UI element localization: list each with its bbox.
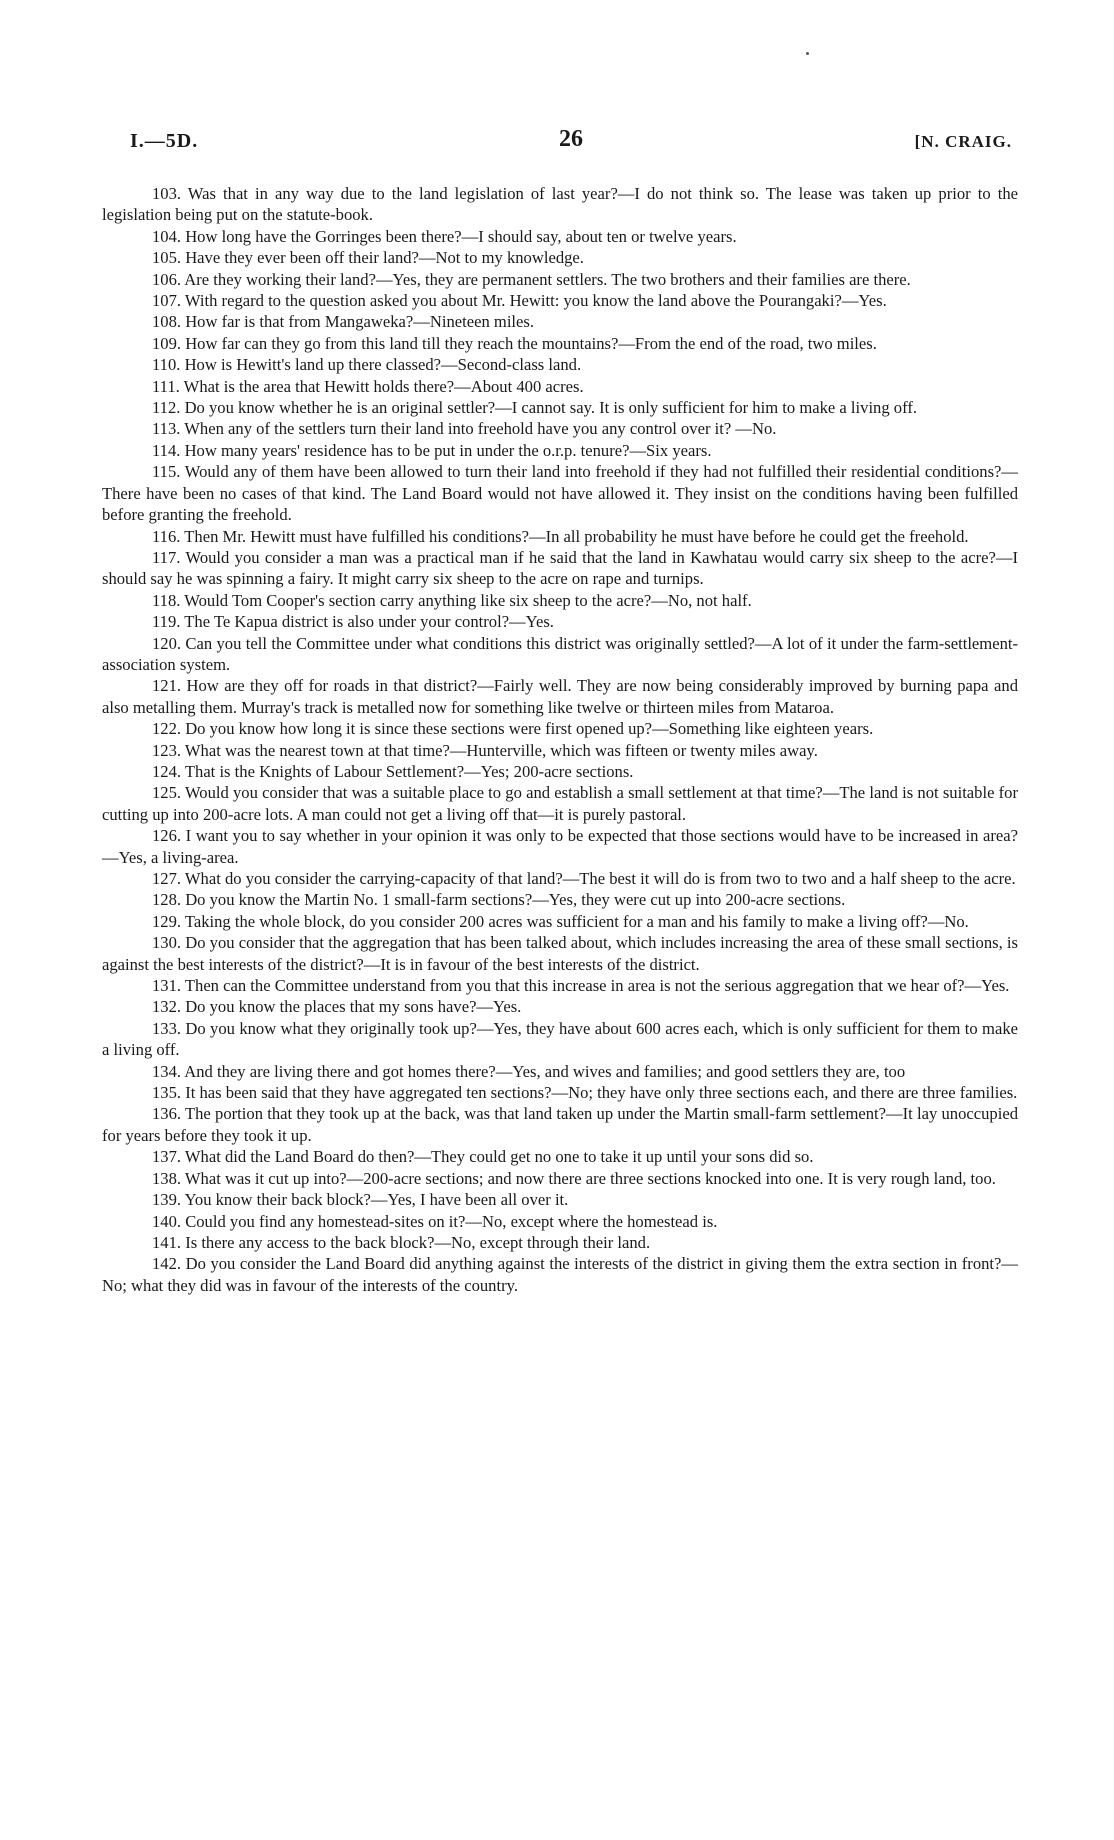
question-answer-paragraph: 140. Could you find any homestead-sites on it?—No, except where the homestead is. xyxy=(152,1211,718,1231)
question-answer-paragraph: 113. When any of the settlers turn their land into freehold have you any control over it? —No. xyxy=(152,419,777,439)
question-answer-paragraph: 127. What do you consider the carrying-capacity of that land?—The best it will do is from two to two and a half sheep to the acre. xyxy=(152,869,1016,888)
question-answer-paragraph: 110. How is Hewitt's land up there classed?—Second-class land. xyxy=(152,355,582,375)
ink-speck xyxy=(806,52,809,55)
question-answer-paragraph: 123. What was the nearest town at that time?—Hunterville, which was fifteen or twenty miles away. xyxy=(152,740,818,760)
question-answer-paragraph: 118. Would Tom Cooper's section carry anything like six sheep to the acre?—No, not half. xyxy=(152,590,752,610)
question-answer-paragraph: 116. Then Mr. Hewitt must have fulfilled his conditions?—In all probability he must have before he could get the freehold. xyxy=(152,526,969,546)
question-answer-paragraph: 126. I want you to say whether in your opinion it was only to be expected that those sections would have to be increased in area?—Yes, a living-area. xyxy=(102,826,1018,867)
question-answer-paragraph: 124. That is the Knights of Labour Settlement?—Yes; 200-acre sections. xyxy=(152,761,634,781)
question-answer-paragraph: 103. Was that in any way due to the land legislation of last year?—I do not think so. The lease was taken up prior to the legislation being put on the statute-book. xyxy=(102,184,1018,225)
question-answer-paragraph: 121. How are they off for roads in that district?—Fairly well. They are now being considerably improved by burning papa and also metalling them. Murray's track is metalled now for something like twelve or thirteen miles from Mataroa. xyxy=(102,676,1018,717)
question-answer-paragraph: 108. How far is that from Mangaweka?—Nineteen miles. xyxy=(152,312,535,332)
question-answer-paragraph: 109. How far can they go from this land till they reach the mountains?—From the end of the road, two miles. xyxy=(152,333,877,353)
question-answer-paragraph: 105. Have they ever been off their land?—Not to my knowledge. xyxy=(152,248,584,268)
question-answer-paragraph: 142. Do you consider the Land Board did anything against the interests of the district in giving them the extra section in front?—No; what they did was in favour of the interests of the country. xyxy=(102,1254,1018,1295)
question-answer-paragraph: 132. Do you know the places that my sons have?—Yes. xyxy=(152,997,522,1017)
question-answer-paragraph: 122. Do you know how long it is since these sections were first opened up?—Something like eighteen years. xyxy=(152,719,874,739)
question-answer-paragraph: 114. How many years' residence has to be put in under the o.r.p. tenure?—Six years. xyxy=(152,440,712,460)
question-answer-paragraph: 133. Do you know what they originally took up?—Yes, they have about 600 acres each, which is only sufficient for them to make a living off. xyxy=(102,1018,1018,1060)
question-answer-paragraph: 119. The Te Kapua district is also under your control?—Yes. xyxy=(152,612,554,632)
question-answer-paragraph: 128. Do you know the Martin No. 1 small-farm sections?—Yes, they were cut up into 200-acre sections. xyxy=(152,890,846,910)
question-answer-paragraph: 115. Would any of them have been allowed to turn their land into freehold if they had not fulfilled their residential conditions?—There have been no cases of that kind. The Land Board would not have allowed it. They insist on the conditions having been fulfilled before granting the freehold. xyxy=(102,462,1018,525)
question-answer-paragraph: 111. What is the area that Hewitt holds there?—About 400 acres. xyxy=(152,376,584,396)
question-answer-paragraph: 136. The portion that they took up at the back, was that land taken up under the Martin small-farm settlement?—It lay unoccupied for years before they took it up. xyxy=(102,1104,1018,1145)
question-answer-paragraph: 139. You know their back block?—Yes, I have been all over it. xyxy=(152,1190,569,1210)
minutes-of-evidence xyxy=(102,183,1018,1296)
question-answer-paragraph: 141. Is there any access to the back block?—No, except through their land. xyxy=(152,1232,651,1252)
question-answer-paragraph: 104. How long have the Gorringes been there?—I should say, about ten or twelve years. xyxy=(152,226,737,246)
question-answer-paragraph: 125. Would you consider that was a suitable place to go and establish a small settlement at that time?—The land is not suitable for cutting up into 200-acre lots. A man could not get a living off that—it is purely pastoral. xyxy=(102,783,1018,824)
question-answer-paragraph: 135. It has been said that they have aggregated ten sections?—No; they have only three sections each, and there are three families. xyxy=(152,1083,1018,1103)
question-answer-paragraph: 117. Would you consider a man was a practical man if he said that the land in Kawhatau would carry six sheep to the acre?—I should say he was spinning a fairy. It might carry six sheep to the acre on rape and turnips. xyxy=(102,547,1018,589)
question-answer-paragraph: 138. What was it cut up into?—200-acre sections; and now there are three sections knocked into one. It is very rough land, too. xyxy=(152,1168,996,1188)
paper-reference: I.—5D. xyxy=(130,130,199,152)
page-number: 26 xyxy=(559,126,583,152)
question-answer-paragraph: 112. Do you know whether he is an original settler?—I cannot say. It is only sufficient for him to make a living off. xyxy=(152,398,917,418)
question-answer-paragraph: 131. Then can the Committee understand from you that this increase in area is not the serious aggregation that we hear of?—Yes. xyxy=(152,976,1010,996)
question-answer-paragraph: 106. Are they working their land?—Yes, they are permanent settlers. The two brothers and their families are there. xyxy=(152,269,911,289)
question-answer-paragraph: 129. Taking the whole block, do you consider 200 acres was sufficient for a man and his family to make a living off?—No. xyxy=(152,911,969,931)
question-answer-paragraph: 137. What did the Land Board do then?—They could get no one to take it up until your sons did so. xyxy=(152,1147,814,1167)
page-header xyxy=(130,126,1012,164)
witness-name: [N. CRAIG. xyxy=(914,132,1012,151)
question-answer-paragraph: 120. Can you tell the Committee under what conditions this district was originally settled?—A lot of it under the farm-settlement-association system. xyxy=(102,633,1018,674)
question-answer-paragraph: 107. With regard to the question asked you about Mr. Hewitt: you know the land above the Pourangaki?—Yes. xyxy=(152,291,887,311)
question-answer-paragraph: 130. Do you consider that the aggregation that has been talked about, which includes increasing the area of these small sections, is against the best interests of the district?—It is in favour of the best interests of the district. xyxy=(102,933,1018,974)
question-answer-paragraph: 134. And they are living there and got homes there?—Yes, and wives and families; and good settlers they are, too xyxy=(152,1061,906,1081)
